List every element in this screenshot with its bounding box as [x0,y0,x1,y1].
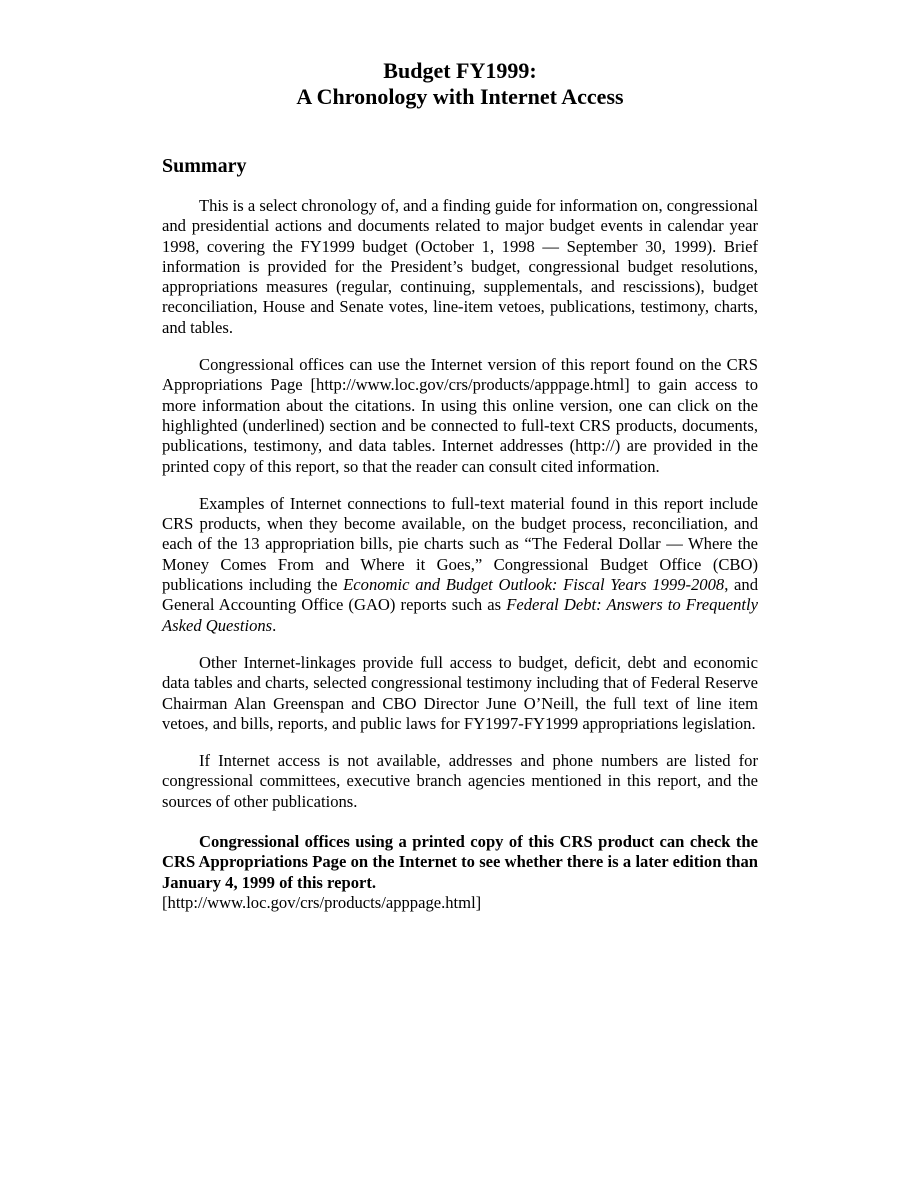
title-line-2: A Chronology with Internet Access [296,84,624,109]
summary-heading: Summary [162,155,247,177]
paragraph-3-text-a: Examples of Internet connections to full-text material found in this report include CRS products, when they become available, on the budget process, reconciliation, and each of the 13 appropriation bills, pie charts such as “The Federal Dollar — Where the Money Comes From and Where it Goes,” Congressional Budget Office (CBO) publications including the [162,493,758,595]
cbo-publication-title: Economic and Budget Outlook: Fiscal Years 1999-2008 [343,575,725,595]
document-title [162,58,758,110]
appropriations-page-url: [http://www.loc.gov/crs/products/apppage.html] [162,892,482,912]
paragraph-3-text-c: . [272,615,277,635]
summary-paragraph-5: If Internet access is not available, addresses and phone numbers are listed for congressional committees, executive branch agencies mentioned in this report, and the sources of other publications. [162,751,758,811]
document-page [162,58,758,913]
edition-notice: Congressional offices using a printed copy of this CRS product can check the CRS Appropriations Page on the Internet to see whether there is a later edition than January 4, 1999 of this report. [162,832,758,892]
gao-report-title: Federal Debt: Answers to Frequently Asked Questions [162,595,758,635]
summary-paragraph-4: Other Internet-linkages provide full access to budget, deficit, debt and economic data tables and charts, selected congressional testimony including that of Federal Reserve Chairman Alan Greenspan and CBO Director June O’Neill, the full text of line item vetoes, and bills, reports, and public laws for FY1997-FY1999 appropriations legislation. [162,652,758,733]
summary-paragraph-2: Congressional offices can use the Internet version of this report found on the CRS Appropriations Page [http://www.loc.gov/crs/products/apppage.html] to gain access to more information about the citations. In using this online version, one can click on the highlighted (underlined) section and be connected to full-text CRS products, documents, publications, testimony, and data tables. Internet addresses (http://) are provided in the printed copy of this report, so that the reader can consult cited information. [162,355,758,476]
title-line-1: Budget FY1999: [383,58,537,83]
summary-paragraph-1: This is a select chronology of, and a finding guide for information on, congressional and presidential actions and documents related to major budget events in calendar year 1998, covering the FY1999 budget (October 1, 1998 — September 30, 1999). Brief information is provided for the President’s budget, congressional budget resolutions, appropriations measures (regular, continuing, supplementals, and rescissions), budget reconciliation, House and Senate votes, line-item vetoes, publications, testimony, charts, and tables. [162,196,758,337]
summary-paragraph-3 [162,494,758,636]
paragraph-3-text-b: , and General Accounting Office (GAO) reports such as [162,575,759,615]
